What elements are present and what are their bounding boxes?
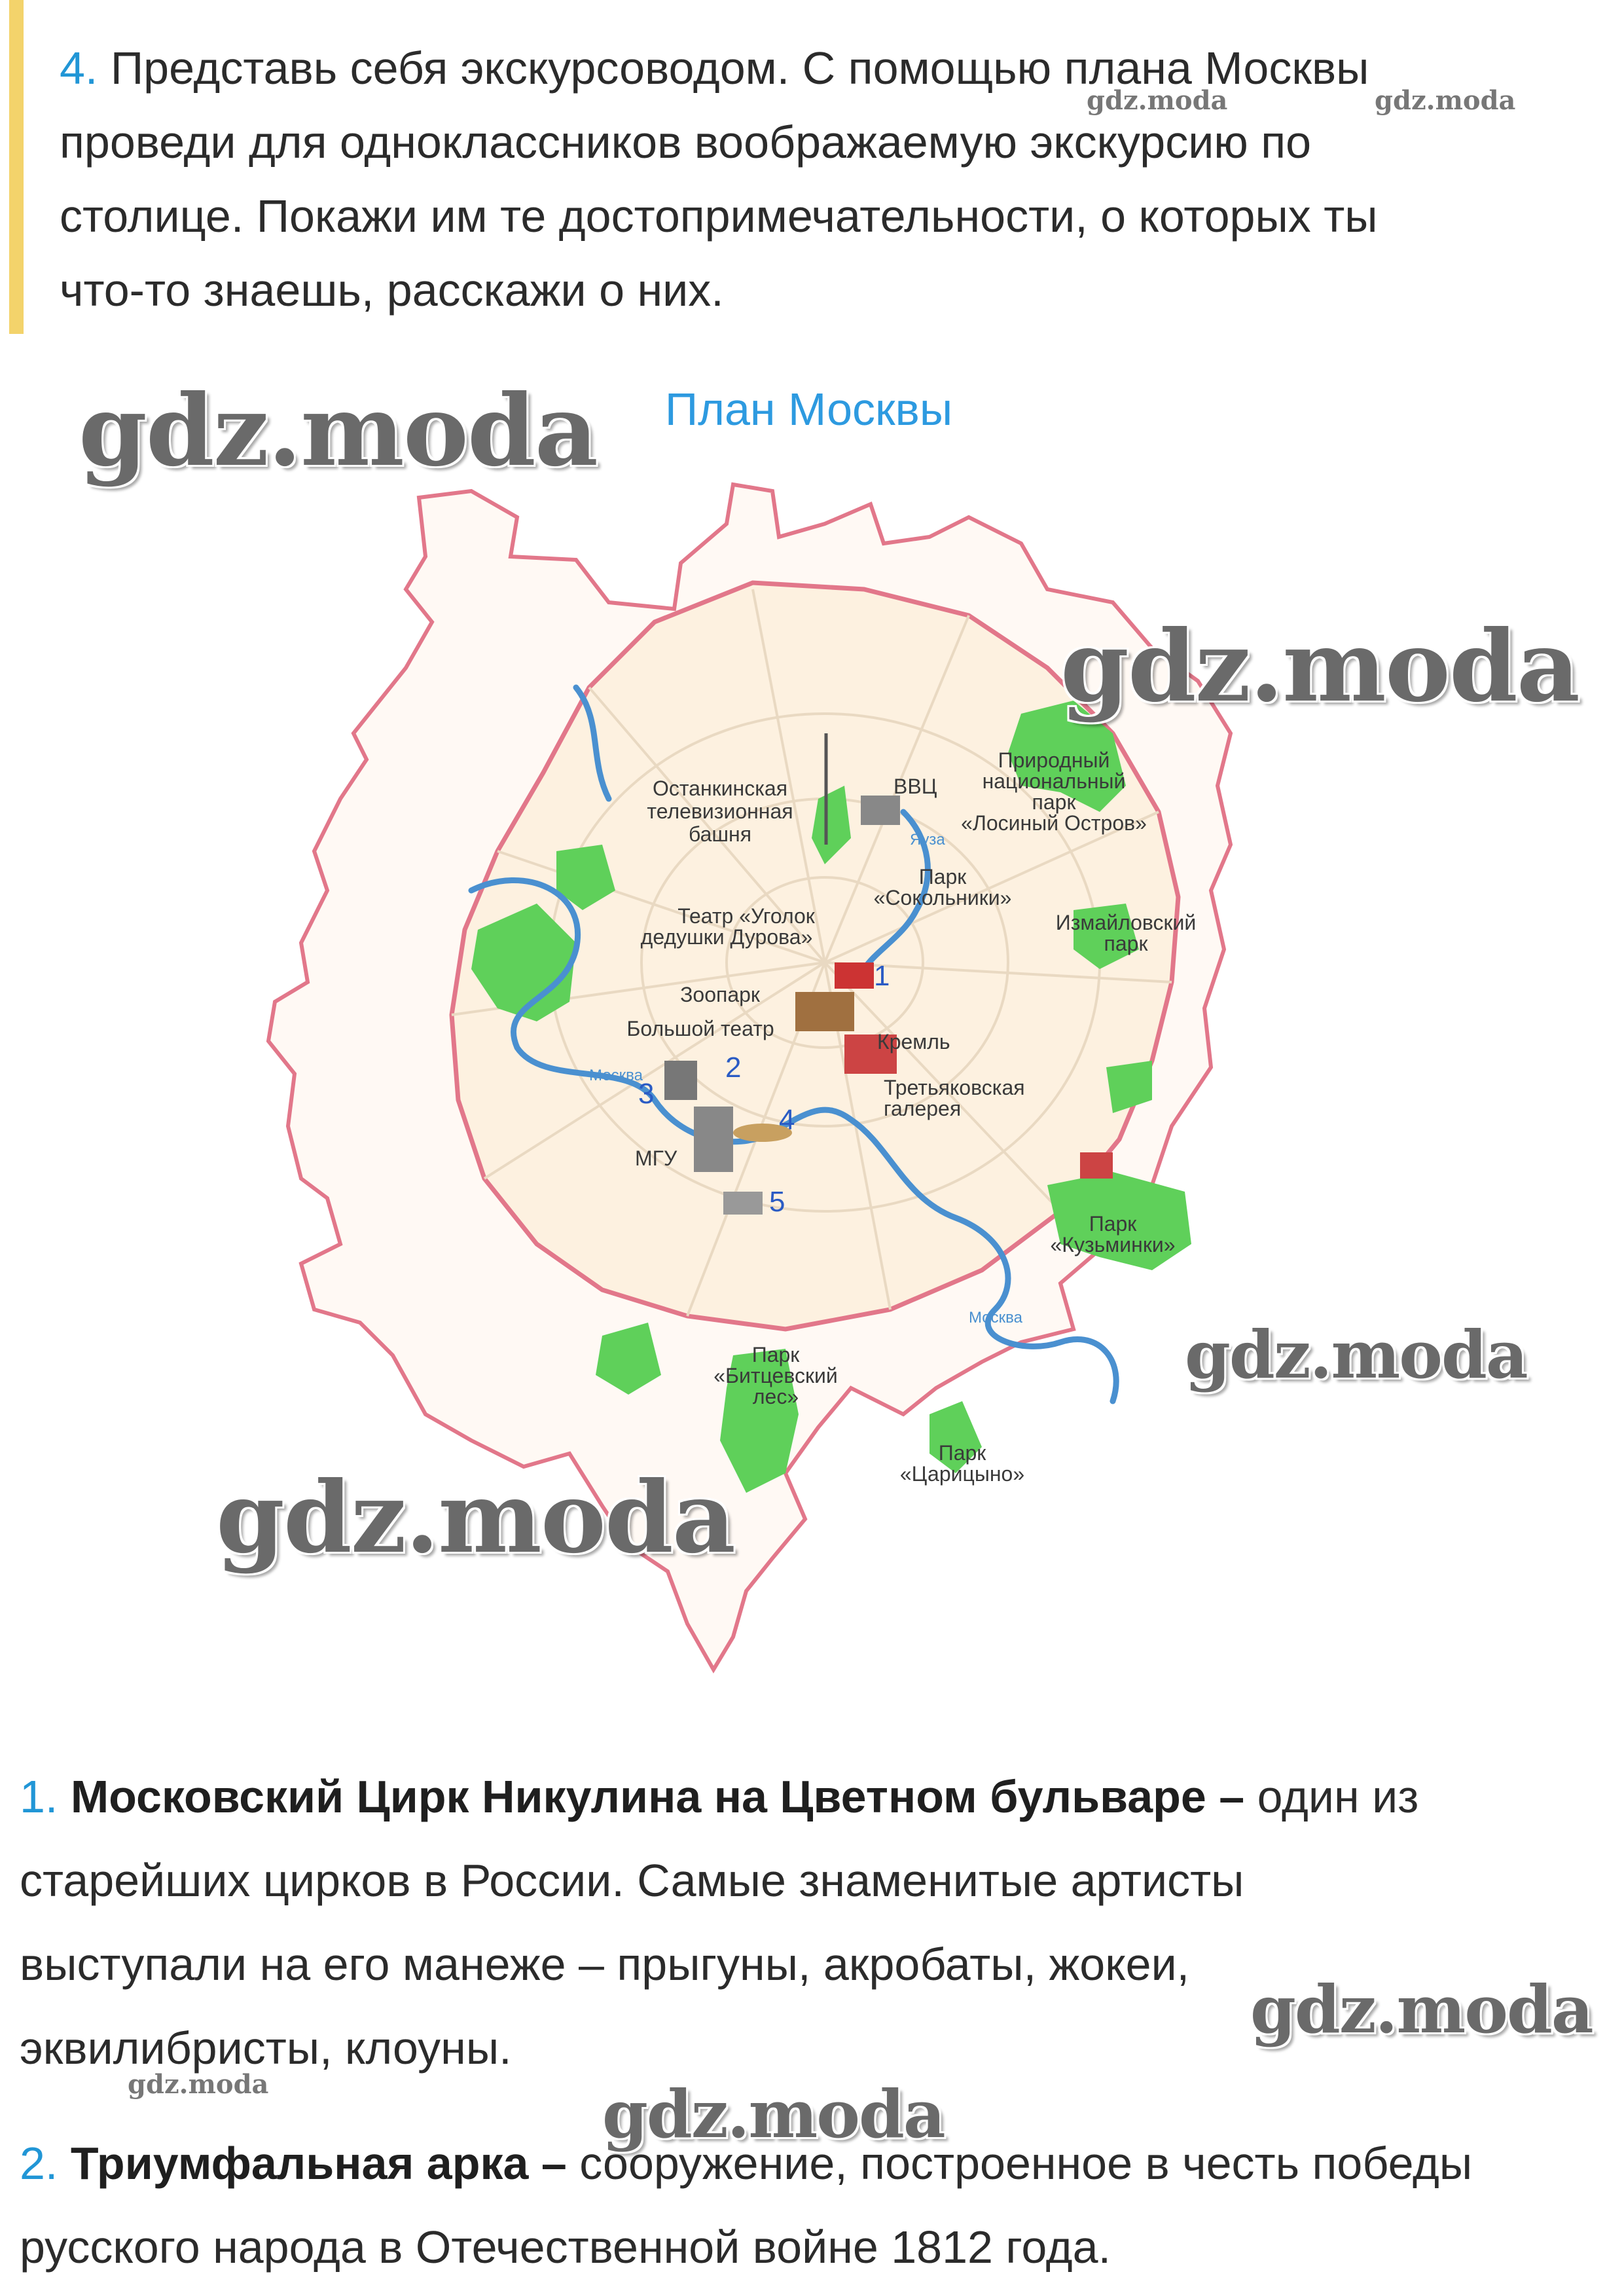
task-line-1: 4. Представь себя экскурсоводом. С помощью плана Москвы bbox=[60, 43, 1369, 94]
marker-2: 2 bbox=[725, 1052, 742, 1084]
label-tretyakov-1: Третьяковская bbox=[884, 1076, 1025, 1099]
label-vvc: ВВЦ bbox=[893, 775, 937, 798]
watermark: gdz.moda bbox=[1375, 85, 1516, 116]
watermark: gdz.moda bbox=[602, 2076, 945, 2153]
label-bitsa-3: лес» bbox=[752, 1385, 799, 1408]
label-tretyakov-2: галерея bbox=[884, 1097, 962, 1120]
watermark: gdz.moda bbox=[1250, 1971, 1593, 2048]
answer-number: 2. bbox=[20, 2138, 58, 2189]
circus-icon bbox=[835, 962, 874, 989]
label-losiny-4: «Лосиный Остров» bbox=[961, 811, 1147, 835]
watermark: gdz.moda bbox=[1060, 609, 1579, 724]
answer-heading: Триумфальная арка – bbox=[70, 2138, 567, 2189]
label-bitsa-1: Парк bbox=[751, 1343, 800, 1366]
label-ostankino-1: Останкинская bbox=[652, 777, 788, 800]
mgu-icon bbox=[694, 1107, 733, 1172]
label-sokolniki-2: «Сокольники» bbox=[873, 886, 1012, 909]
map-title: План Москвы bbox=[664, 384, 953, 435]
task-number: 4. bbox=[60, 43, 98, 94]
label-tsaritsyno-2: «Царицыно» bbox=[899, 1462, 1025, 1486]
label-kuzminki-2: «Кузьминки» bbox=[1050, 1233, 1176, 1256]
answer-2: 2. Триумфальная арка – сооружение, построенное в честь победы русского народа в Отечественной войне 1812 года. bbox=[20, 2138, 1473, 2273]
watermark: gdz.moda bbox=[128, 2069, 269, 2100]
bolshoi-icon bbox=[795, 992, 854, 1031]
arch-icon bbox=[664, 1061, 697, 1100]
label-tsaritsyno-1: Парк bbox=[938, 1441, 986, 1465]
label-zoo: Зоопарк bbox=[680, 983, 760, 1006]
answer-1: 1. Московский Цирк Никулина на Цветном бульваре – один из старейших цирков в России. Самые знаменитые артисты выступали на его манеже – прыгуны, акробаты, жокеи, эквилибристы, клоуны. bbox=[20, 1771, 1419, 2074]
task-line-3: столице. Покажи им те достопримечательности, о которых ты bbox=[60, 191, 1378, 242]
answer-number: 1. bbox=[20, 1771, 58, 1822]
vvc-arch-icon bbox=[861, 796, 900, 825]
label-izmailovo-1: Измайловский bbox=[1055, 911, 1197, 934]
label-durov-2: дедушки Дурова» bbox=[640, 925, 813, 949]
label-durov-1: Театр «Уголок bbox=[677, 904, 815, 928]
task-line-4: что-то знаешь, расскажи о них. bbox=[60, 265, 724, 316]
label-river-2: Москва bbox=[969, 1309, 1022, 1327]
label-bitsa-2: «Битцевский bbox=[713, 1364, 838, 1387]
label-ostankino-2: телевизионная bbox=[647, 799, 793, 823]
watermark: gdz.moda bbox=[1185, 1316, 1527, 1393]
marker-1: 1 bbox=[874, 960, 890, 992]
label-losiny-2: национальный bbox=[982, 769, 1126, 793]
watermark: gdz.moda bbox=[1087, 85, 1228, 116]
label-mgu: МГУ bbox=[635, 1146, 677, 1170]
building-icon bbox=[723, 1192, 763, 1215]
marker-3: 3 bbox=[638, 1078, 655, 1110]
watermark: gdz.moda bbox=[216, 1460, 735, 1575]
label-river-1: Москва bbox=[589, 1067, 643, 1084]
label-losiny-1: Природный bbox=[998, 748, 1110, 772]
marker-4: 4 bbox=[779, 1104, 795, 1136]
label-yauza: Яуза bbox=[910, 831, 945, 849]
answer-heading: Московский Цирк Никулина на Цветном бульваре – bbox=[70, 1771, 1245, 1822]
label-ostankino-3: башня bbox=[688, 822, 752, 846]
label-sokolniki-1: Парк bbox=[918, 865, 967, 888]
label-kuzminki-1: Парк bbox=[1089, 1212, 1137, 1236]
watermark: gdz.moda bbox=[79, 373, 598, 488]
kuzminki-icon bbox=[1080, 1152, 1113, 1179]
label-losiny-3: парк bbox=[1032, 790, 1076, 814]
task-block bbox=[9, 0, 1593, 334]
label-bolshoi: Большой театр bbox=[626, 1017, 774, 1040]
marker-5: 5 bbox=[769, 1186, 785, 1218]
label-kremlin: Кремль bbox=[877, 1030, 950, 1053]
label-izmailovo-2: парк bbox=[1104, 932, 1148, 955]
task-line-2: проведи для одноклассников воображаемую экскурсию по bbox=[60, 117, 1312, 168]
